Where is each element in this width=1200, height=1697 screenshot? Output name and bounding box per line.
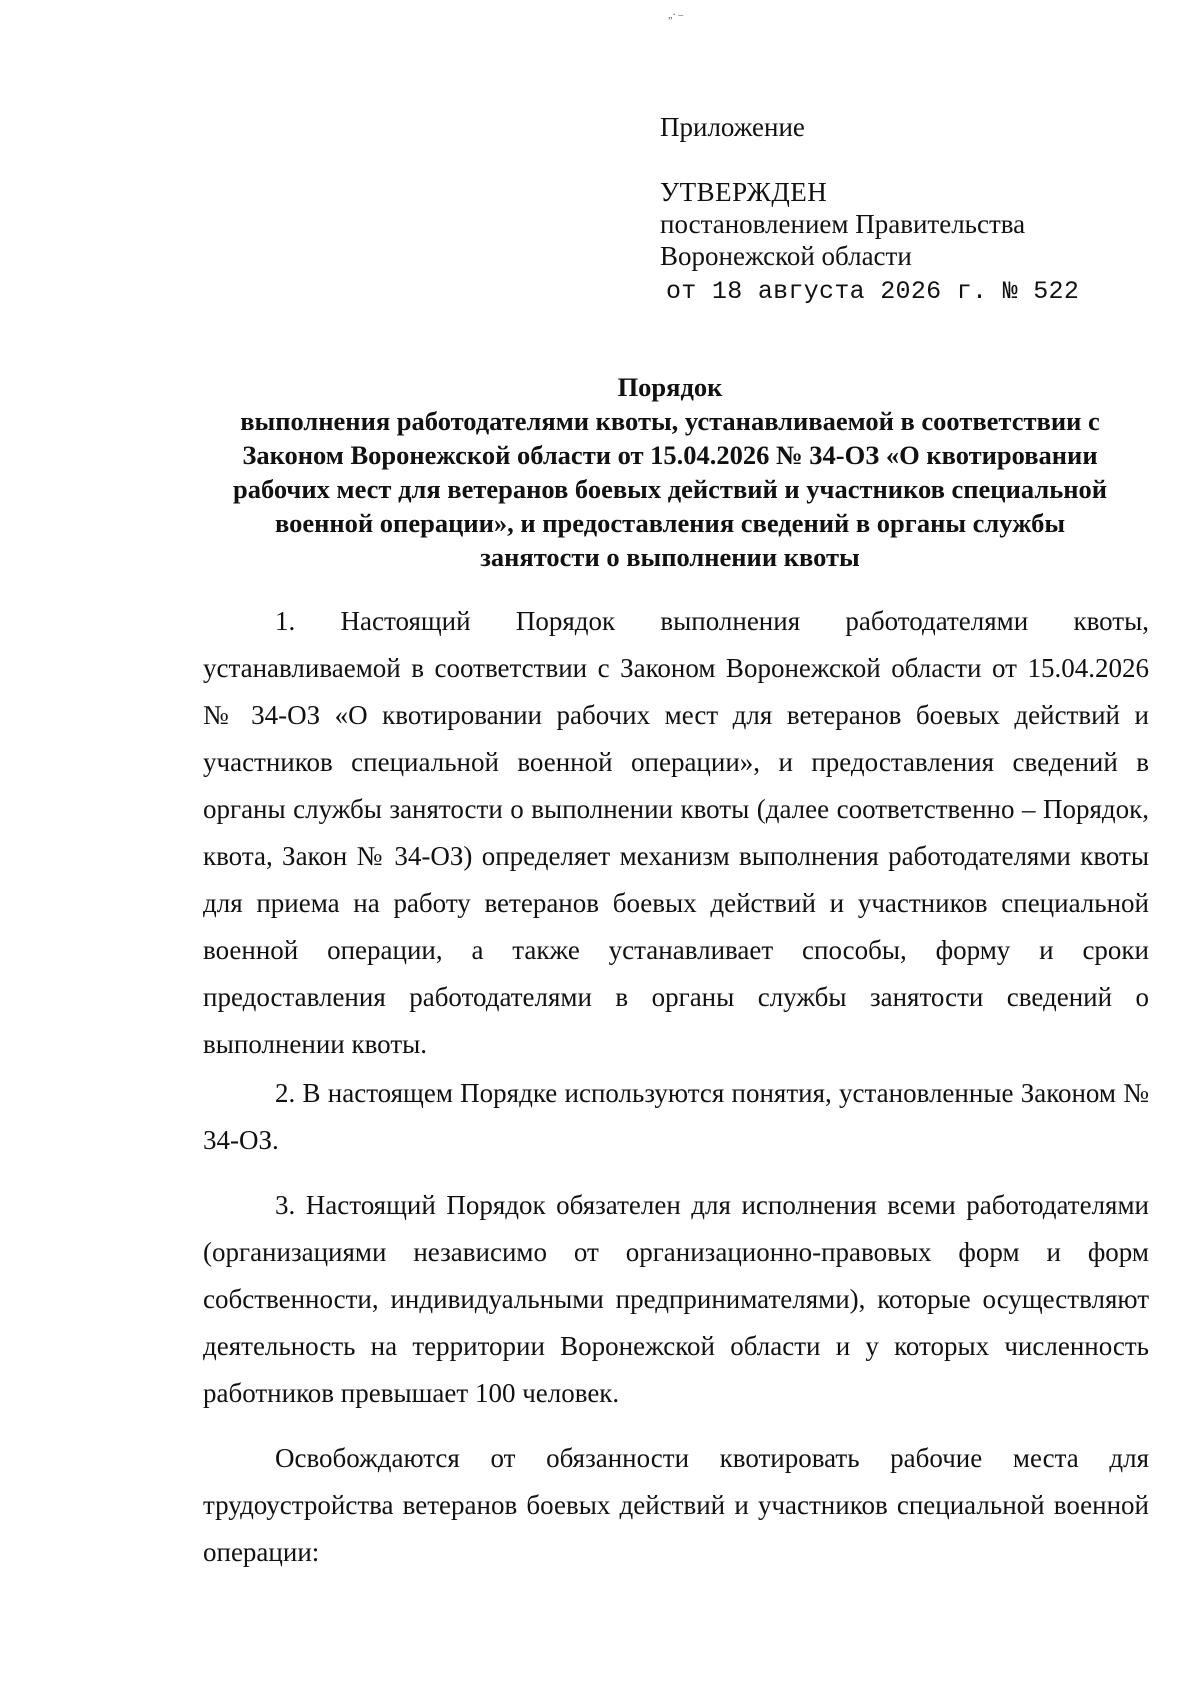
resolution-date-number: от 18 августа 2026 г. № 522 bbox=[666, 277, 1080, 306]
title-line-6: занятости о выполнении квоты bbox=[480, 542, 860, 572]
document-body bbox=[203, 598, 1149, 1578]
scan-corner-mark: „· – bbox=[668, 10, 684, 21]
title-line-4: рабочих мест для ветеранов боевых действий и участников специальной bbox=[232, 474, 1107, 504]
approved-heading: УТВЕРЖДЕН bbox=[660, 177, 828, 207]
paragraph-3: 3. Настоящий Порядок обязателен для исполнения всеми работодателями (организациями независимо от организационно-правовых форм и форм собственности, индивидуальными предпринимателями), которые осуществляют деятельность на территории Воронежской области и у которых численность работников превышает 100 человек. bbox=[203, 1190, 1149, 1408]
paragraph-4: Освобождаются от обязанности квотировать рабочие места для трудоустройства ветеранов боевых действий и участников специальной военной операции: bbox=[203, 1443, 1149, 1567]
document-title bbox=[190, 370, 1150, 574]
title-line-1: Порядок bbox=[617, 372, 723, 402]
appendix-label: Приложение bbox=[660, 112, 805, 142]
paragraph-1: 1. Настоящий Порядок выполнения работодателями квоты, устанавливаемой в соответствии с Законом Воронежской области от 15.04.2026 № 34-ОЗ «О квотировании рабочих мест для ветеранов боевых действий и участников специальной военной операции», и предоставления сведений в органы службы занятости о выполнении квоты (далее соответственно – Порядок, квота, Закон № 34-ОЗ) определяет механизм выполнения работодателями квоты для приема на работу ветеранов боевых действий и участников специальной военной операции, а также устанавливает способы, форму и сроки предоставления работодателями в органы службы занятости сведений о выполнении квоты. bbox=[203, 606, 1149, 1059]
title-line-2: выполнения работодателями квоты, устанавливаемой в соответствии с bbox=[240, 406, 1100, 436]
paragraph-2: 2. В настоящем Порядке используются понятия, установленные Законом № 34-ОЗ. bbox=[203, 1078, 1149, 1155]
approved-by-line-1: постановлением Правительства bbox=[660, 209, 1026, 239]
approved-by-line-2: Воронежской области bbox=[660, 241, 912, 271]
appendix-label-block bbox=[660, 111, 1140, 143]
approval-block bbox=[660, 176, 1140, 308]
title-line-5: военной операции», и предоставления сведений в органы службы bbox=[274, 508, 1066, 538]
title-line-3: Законом Воронежской области от 15.04.2026 № 34-ОЗ «О квотировании bbox=[242, 440, 1098, 470]
